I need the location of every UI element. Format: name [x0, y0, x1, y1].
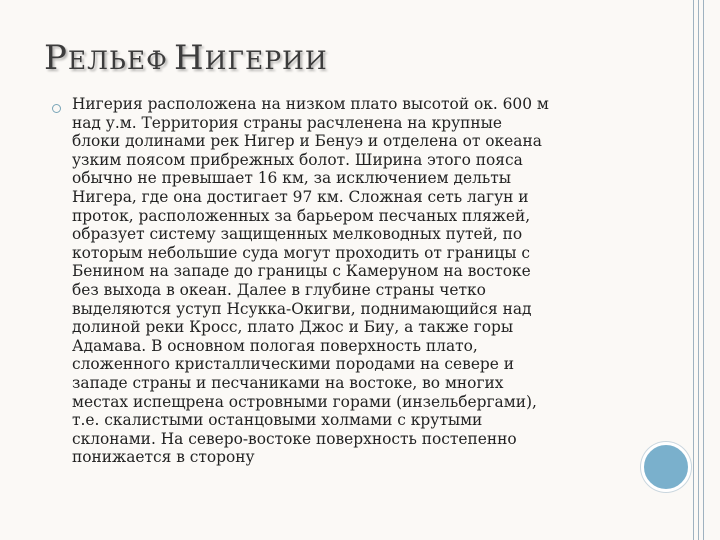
text-line: обычно не превышает 16 км, за исключением дельты [72, 169, 512, 188]
text-line: без выхода в океан. Далее в глубине страны четко [72, 280, 486, 299]
decorative-circle [641, 442, 691, 492]
text-line: Адамава. В основном пологая поверхность плато, [72, 336, 478, 355]
text-line: понижается в сторону [72, 448, 255, 467]
text-line: образует систему защищенных мелководных путей, по [72, 225, 523, 244]
body-paragraph [72, 95, 657, 467]
text-line: склонами. На северо-востоке поверхность постепенно [72, 429, 517, 448]
text-line: западе страны и песчаниками на востоке, во многих [72, 373, 504, 392]
text-line: Нигерия расположена на низком плато высотой ок. 600 м [72, 95, 549, 113]
text-line: Бенином на западе до границы с Камеруном на востоке [72, 262, 531, 281]
text-line: над у.м. Территория страны расчленена на крупные [72, 113, 503, 132]
decorative-edge-line [703, 0, 704, 540]
text-line: долиной реки Кросс, плато Джос и Биу, а также горы [72, 318, 514, 337]
text-line: проток, расположенных за барьером песчаных пляжей, [72, 206, 531, 225]
text-line: т.е. скалистыми останцовыми холмами с крутыми [72, 411, 483, 430]
title-initial: Р [44, 38, 68, 78]
text-line: блоки долинами рек Нигер и Бенуэ и отделена от океана [72, 132, 542, 151]
bullet-icon [52, 104, 61, 113]
text-line: местах испещрена островными горами (инзельбергами), [72, 392, 537, 411]
slide-title [44, 38, 674, 78]
text-line: сложенного кристаллическими породами на севере и [72, 355, 515, 374]
text-line: узким поясом прибрежных болот. Ширина этого пояса [72, 150, 523, 169]
text-line: выделяются уступ Нсукка-Окигви, поднимающийся над [72, 299, 532, 318]
text-line: Нигера, где она достигает 97 км. Сложная сеть лагун и [72, 187, 529, 206]
decorative-edge-line [698, 0, 699, 540]
title-rest: ИГЕРИИ [204, 46, 328, 75]
title-initial: Н [173, 38, 205, 78]
decorative-edge-line [693, 0, 694, 540]
title-rest: ЕЛЬЕФ [67, 46, 168, 75]
text-line: которым небольшие суда могут проходить от границы с [72, 243, 531, 262]
